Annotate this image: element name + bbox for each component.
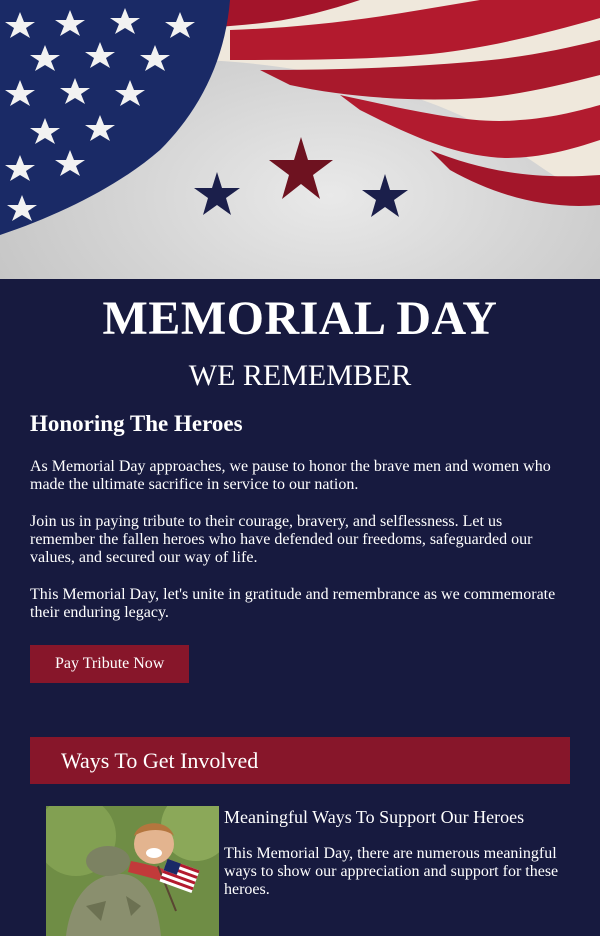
navy-star-right — [362, 174, 408, 217]
photo-illustration — [46, 806, 219, 936]
flag-banner-image — [0, 0, 600, 279]
intro-paragraph: Join us in paying tribute to their courage, bravery, and selflessness. Let us remember the fallen heroes who have defended our freedoms, safeguarded our values, and secured our way of life. — [30, 513, 533, 566]
feature-text — [219, 806, 564, 936]
involved-section-header — [30, 737, 570, 784]
pay-tribute-button[interactable]: Pay Tribute Now — [30, 645, 189, 683]
hero-banner — [0, 0, 600, 279]
soldier-child-photo — [46, 806, 219, 936]
feature-card — [46, 806, 600, 936]
intro-paragraph: As Memorial Day approaches, we pause to honor the brave men and women who made the ultimate sacrifice in service to our nation. — [30, 458, 551, 493]
involved-section-title: Ways To Get Involved — [61, 747, 259, 773]
page-title: MEMORIAL DAY — [102, 292, 498, 345]
navy-star-left — [194, 172, 240, 215]
intro-section — [0, 409, 600, 683]
feature-title: Meaningful Ways To Support Our Heroes — [224, 807, 525, 827]
intro-paragraph: This Memorial Day, let's unite in gratitude and remembrance as we commemorate their enduring legacy. — [30, 586, 556, 621]
intro-heading: Honoring The Heroes — [30, 411, 243, 436]
flag-canton — [0, 0, 230, 235]
feature-body: This Memorial Day, there are numerous meaningful ways to show our appreciation and support for these heroes. — [224, 845, 559, 898]
red-star-center — [269, 137, 333, 199]
page-subtitle: WE REMEMBER — [188, 359, 412, 392]
